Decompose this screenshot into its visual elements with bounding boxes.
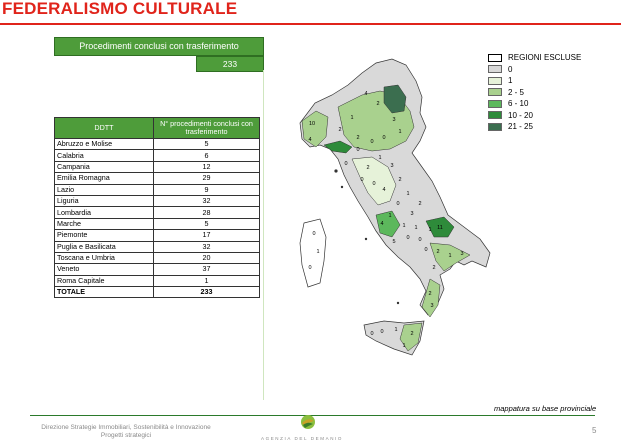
row-value: 29 bbox=[154, 173, 260, 184]
province-label: 4 bbox=[308, 137, 312, 143]
row-name: Veneto bbox=[55, 264, 154, 275]
province-label: 0 bbox=[308, 265, 312, 271]
page-title: FEDERALISMO CULTURALE bbox=[2, 0, 238, 18]
legend-label: 1 bbox=[508, 76, 513, 86]
table-row bbox=[55, 161, 260, 172]
province-label: 11 bbox=[437, 225, 443, 231]
row-value: 32 bbox=[154, 195, 260, 206]
row-name: Emilia Romagna bbox=[55, 173, 154, 184]
legend-item bbox=[488, 98, 581, 110]
table-header-row bbox=[55, 118, 260, 139]
legend-item bbox=[488, 87, 581, 99]
map-island bbox=[341, 186, 343, 188]
row-value: 17 bbox=[154, 230, 260, 241]
row-name: Lombardia bbox=[55, 207, 154, 218]
map-legend bbox=[488, 52, 581, 133]
legend-label: 21 - 25 bbox=[508, 122, 533, 132]
province-label: 0 bbox=[344, 161, 348, 167]
legend-label: 2 - 5 bbox=[508, 87, 525, 97]
legend-item bbox=[488, 64, 581, 76]
row-value: 6 bbox=[154, 150, 260, 161]
legend-swatch bbox=[488, 111, 502, 119]
legend-swatch bbox=[488, 88, 502, 96]
italy-province-map bbox=[280, 55, 498, 400]
province-label: 1 bbox=[428, 227, 432, 233]
province-label: 0 bbox=[380, 329, 384, 335]
province-label: 2 bbox=[356, 135, 360, 141]
province-label: 3 bbox=[392, 117, 396, 123]
column-header-count: N° procedimenti conclusi con trasferimento bbox=[154, 118, 260, 139]
legend-item bbox=[488, 121, 581, 133]
province-label: 0 bbox=[360, 177, 364, 183]
row-value: 5 bbox=[154, 139, 260, 150]
row-name: Toscana e Umbria bbox=[55, 252, 154, 263]
province-label: 0 bbox=[418, 237, 422, 243]
province-label: 2 bbox=[432, 265, 436, 271]
province-label: 1 bbox=[394, 327, 398, 333]
province-label: 0 bbox=[424, 247, 428, 253]
province-label: 0 bbox=[372, 181, 376, 187]
row-name: Piemonte bbox=[55, 230, 154, 241]
legend-swatch bbox=[488, 77, 502, 85]
row-name: Marche bbox=[55, 218, 154, 229]
procedures-total-box: 233 bbox=[196, 56, 264, 72]
province-label: 10 bbox=[308, 121, 316, 127]
legend-label: REGIONI ESCLUSE bbox=[508, 53, 582, 63]
footer-line-1: Direzione Strategie Immobiliari, Sostenibilità e Innovazione bbox=[41, 424, 211, 431]
table-row bbox=[55, 241, 260, 252]
section-divider bbox=[263, 70, 264, 400]
table-row bbox=[55, 195, 260, 206]
agency-logo-icon bbox=[300, 414, 316, 430]
table-row bbox=[55, 264, 260, 275]
province-label: 1 bbox=[406, 191, 410, 197]
row-value: 9 bbox=[154, 184, 260, 195]
map-island bbox=[334, 169, 337, 172]
table-row bbox=[55, 207, 260, 218]
province-label: 4 bbox=[382, 187, 386, 193]
table-total-row bbox=[55, 287, 260, 298]
province-label: 2 bbox=[366, 165, 370, 171]
row-name: Puglia e Basilicata bbox=[55, 241, 154, 252]
row-value: 1 bbox=[154, 275, 260, 286]
row-value: 32 bbox=[154, 241, 260, 252]
map-island bbox=[365, 238, 367, 240]
legend-item bbox=[488, 110, 581, 122]
table-row bbox=[55, 218, 260, 229]
province-label: 2 bbox=[418, 201, 422, 207]
legend-swatch bbox=[488, 54, 502, 62]
legend-item bbox=[488, 52, 581, 64]
table-row bbox=[55, 150, 260, 161]
province-label: 0 bbox=[312, 231, 316, 237]
province-label: 0 bbox=[370, 139, 374, 145]
legend-swatch bbox=[488, 65, 502, 73]
row-value: 28 bbox=[154, 207, 260, 218]
province-label: 3 bbox=[390, 163, 394, 169]
province-label: 1 bbox=[350, 115, 354, 121]
province-label: 1 bbox=[398, 129, 402, 135]
footer-line-2: Progetti strategici bbox=[100, 432, 152, 439]
province-label: 1 bbox=[448, 253, 452, 259]
total-value: 233 bbox=[154, 287, 260, 298]
province-label: 0 bbox=[396, 201, 400, 207]
province-label: 5 bbox=[392, 239, 396, 245]
legend-label: 10 - 20 bbox=[508, 110, 533, 120]
row-value: 20 bbox=[154, 252, 260, 263]
province-label: 0 bbox=[370, 331, 374, 337]
row-value: 37 bbox=[154, 264, 260, 275]
map-caption: mappatura su base provinciale bbox=[494, 404, 597, 413]
province-label: 0 bbox=[406, 235, 410, 241]
title-underline bbox=[0, 23, 621, 25]
province-label: 4 bbox=[380, 221, 384, 227]
province-label: 1 bbox=[402, 223, 406, 229]
map-island bbox=[397, 302, 399, 304]
legend-item bbox=[488, 75, 581, 87]
table-row bbox=[55, 230, 260, 241]
province-label: 2 bbox=[428, 291, 432, 297]
province-label: 3 bbox=[460, 251, 464, 257]
page-number: 5 bbox=[592, 426, 597, 435]
province-label: 2 bbox=[338, 127, 342, 133]
province-label: 1 bbox=[414, 225, 418, 231]
row-value: 12 bbox=[154, 161, 260, 172]
table-row bbox=[55, 184, 260, 195]
row-name: Lazio bbox=[55, 184, 154, 195]
total-label: TOTALE bbox=[55, 287, 154, 298]
province-label: 3 bbox=[410, 211, 414, 217]
table-row bbox=[55, 139, 260, 150]
procedures-table bbox=[54, 117, 260, 298]
province-label: 2 bbox=[376, 101, 380, 107]
table-row bbox=[55, 275, 260, 286]
province-label: 0 bbox=[382, 135, 386, 141]
legend-swatch bbox=[488, 100, 502, 108]
legend-label: 0 bbox=[508, 64, 513, 74]
province-label: 1 bbox=[316, 249, 320, 255]
procedures-label-box: Procedimenti conclusi con trasferimento bbox=[54, 37, 264, 56]
row-name: Abruzzo e Molise bbox=[55, 139, 154, 150]
row-value: 5 bbox=[154, 218, 260, 229]
table-row bbox=[55, 252, 260, 263]
province-label: 1 bbox=[378, 155, 382, 161]
footer-department bbox=[6, 424, 246, 440]
province-label: 2 bbox=[436, 249, 440, 255]
table-row bbox=[55, 173, 260, 184]
row-name: Liguria bbox=[55, 195, 154, 206]
row-name: Roma Capitale bbox=[55, 275, 154, 286]
province-label: 0 bbox=[356, 147, 360, 153]
row-name: Campania bbox=[55, 161, 154, 172]
province-label: 1 bbox=[402, 343, 406, 349]
legend-label: 6 - 10 bbox=[508, 99, 529, 109]
map-sardinia bbox=[300, 219, 326, 287]
legend-swatch bbox=[488, 123, 502, 131]
province-label: 2 bbox=[398, 177, 402, 183]
agency-logo-text: AGENZIA DEL DEMANIO bbox=[261, 436, 343, 441]
province-label: 2 bbox=[410, 331, 414, 337]
province-label: 3 bbox=[430, 303, 434, 309]
province-label: 1 bbox=[388, 213, 392, 219]
row-name: Calabria bbox=[55, 150, 154, 161]
province-label: 4 bbox=[364, 91, 368, 97]
column-header-ddtt: DDTT bbox=[55, 118, 154, 139]
